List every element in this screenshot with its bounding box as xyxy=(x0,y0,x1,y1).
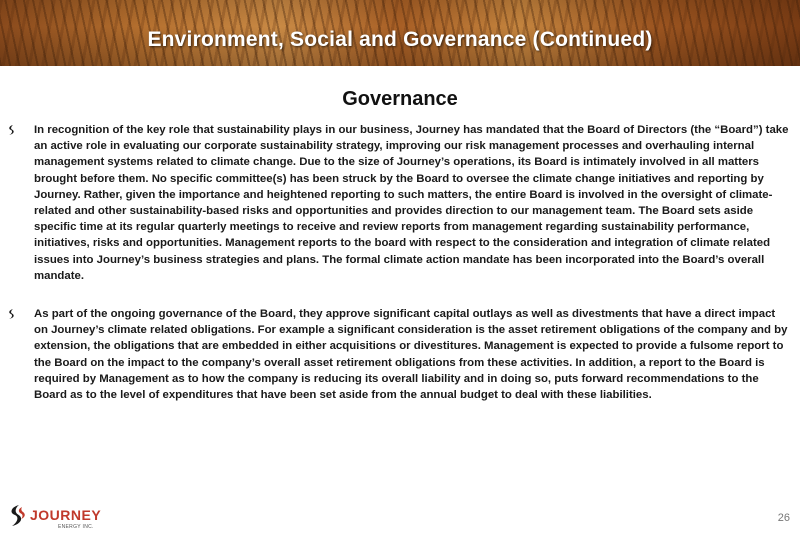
section-title: Governance xyxy=(342,88,458,110)
swoosh-bullet-icon xyxy=(6,308,18,320)
journey-logo-icon xyxy=(6,504,28,528)
bullet-item xyxy=(6,306,790,403)
swoosh-bullet-icon xyxy=(6,124,18,136)
logo-subtext: ENERGY INC. xyxy=(58,524,94,530)
bullet-list xyxy=(6,122,790,425)
slide-title: Environment, Social and Governance (Continued) xyxy=(147,28,653,51)
company-logo xyxy=(6,504,126,530)
logo-wordmark: JOURNEY xyxy=(30,507,102,523)
bullet-text: As part of the ongoing governance of the Board, they approve significant capital outlays as well as divestments that have a direct impact on Journey’s climate related obligations. For example a significant consideration is the asset retirement obligations of the company and by extension, the obligations that are embedded in either acquisitions or divestitures. Management is expected to provide a fulsome report to the Board on the impact to the company’s overall asset retirement obligations from these activities. In addition, a report to the Board is required by Management as to how the company is reducing its overall liability and in doing so, puts forward recommendations to the Board as to the level of expenditures that have been set aside from the annual budget to deal with these liabilities. xyxy=(34,308,788,402)
bullet-text: In recognition of the key role that sustainability plays in our business, Journey has mandated that the Board of Directors (the “Board”) take an active role in evaluating our corporate sustainability strategy, improving our risk management processes and overhauling internal management systems related to climate change. Due to the size of Journey’s operations, its Board is intimately involved in all matters brought before them. No specific committee(s) has been struck by the Board to oversee the climate change initiatives and reporting by Journey. Rather, given the importance and heightened reporting to such matters, the entire Board is involved in the oversight of climate-related and other sustainability-based risks and opportunities and provides direction to our management team. The Board sets aside specific time at its regular quarterly meetings to receive and review reports from management regarding sustainability performance, initiatives, risks and opportunities. Management reports to the board with respect to the consideration and integration of climate related issues into Journey’s business strategies and plans. The formal climate action mandate has been incorporated into the Board’s overall mandate. xyxy=(34,124,789,282)
bullet-item xyxy=(6,122,790,284)
header-banner xyxy=(0,0,800,66)
page-number: 26 xyxy=(777,512,790,524)
